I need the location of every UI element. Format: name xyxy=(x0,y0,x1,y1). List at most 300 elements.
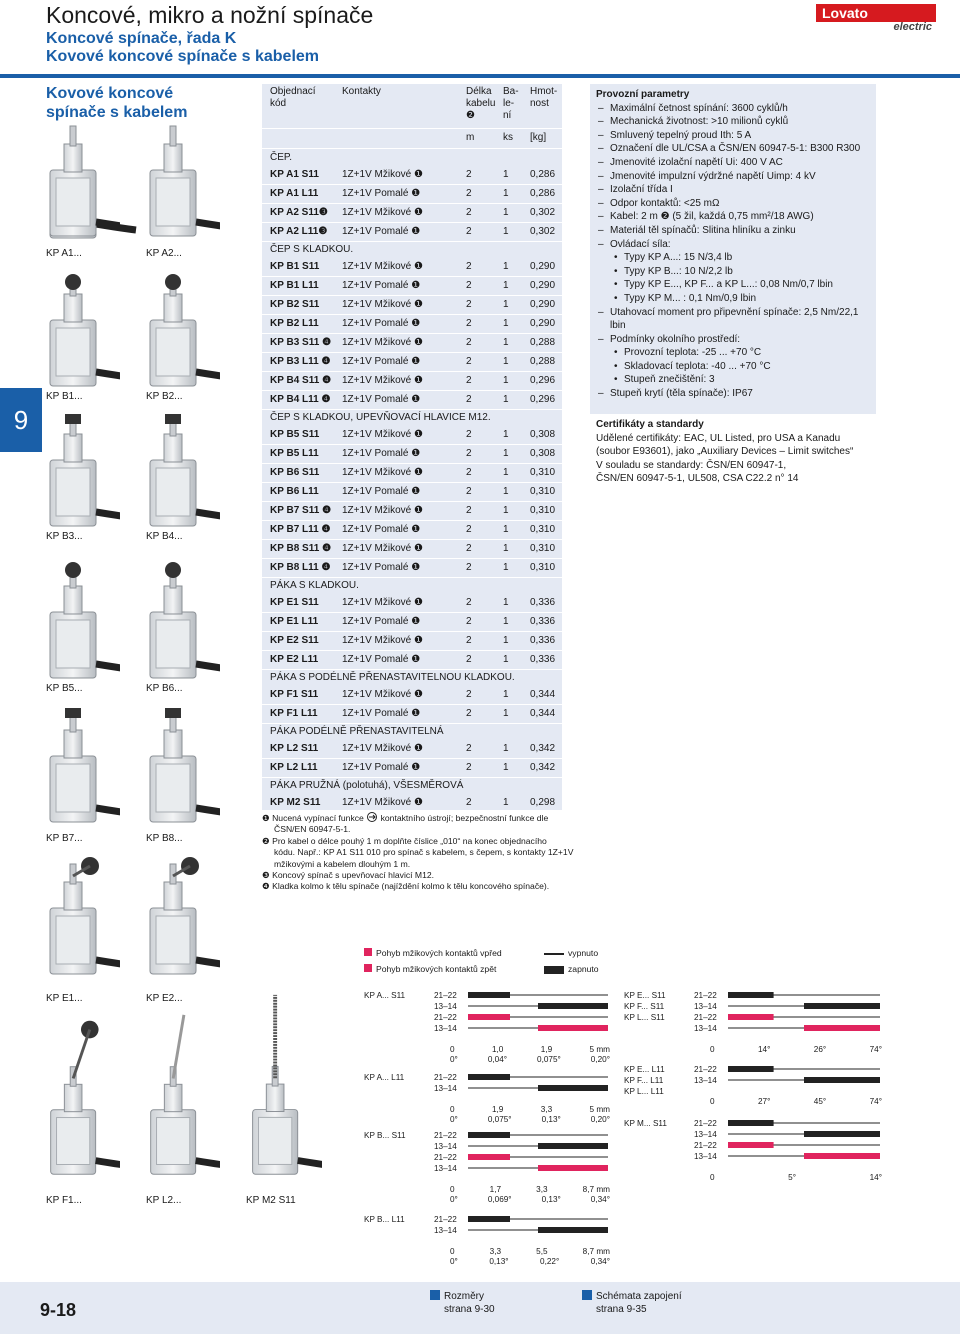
contact-state-bar xyxy=(538,1165,608,1171)
stroke-value: 5 mm xyxy=(589,1105,610,1114)
product-image-a1 xyxy=(40,118,120,248)
cell-contact: 1Z+1V Pomalé ❶ xyxy=(342,616,421,627)
product-label: KP B6... xyxy=(146,683,183,694)
contact-state-bar xyxy=(728,992,774,998)
diagram-label: KP F... L11 xyxy=(624,1076,664,1085)
cell-pack: 1 xyxy=(503,654,509,665)
cell-code: KP A1 S11 xyxy=(270,169,319,180)
cell-pack: 1 xyxy=(503,708,509,719)
product-image-b7 xyxy=(40,704,120,834)
cell-wt: 0,310 xyxy=(530,543,556,554)
cell-contact: 1Z+1V Mžikové ❶ xyxy=(342,797,423,808)
table-section-heading: PÁKA PRUŽNÁ (polotuhá), VŠESMĚROVÁ xyxy=(270,780,464,791)
cell-wt: 0,288 xyxy=(530,337,556,348)
cell-code: KP E2 L11 xyxy=(270,654,319,665)
col-header-length: Délka kabelu ❷ xyxy=(466,86,496,121)
cell-len: 2 xyxy=(466,505,472,516)
contact-terminal: 13–14 xyxy=(694,1024,717,1033)
ref-wiring[interactable]: Schémata zapojení strana 9-35 xyxy=(582,1290,682,1316)
contact-terminal: 13–14 xyxy=(694,1002,717,1011)
stroke-angle: 0,34° xyxy=(590,1195,610,1204)
stroke-value: 0 xyxy=(710,1097,715,1106)
cell-len: 2 xyxy=(466,467,472,478)
table-row xyxy=(262,223,562,241)
stroke-angle: 0° xyxy=(450,1257,458,1266)
contact-bars xyxy=(468,1130,608,1174)
stroke-angle: 0,13° xyxy=(541,1115,561,1124)
contact-terminal: 13–14 xyxy=(694,1152,717,1161)
cell-contact: 1Z+1V Pomalé ❶ xyxy=(342,448,421,459)
cell-code: KP B5 S11 xyxy=(270,429,320,440)
table-row xyxy=(262,483,562,501)
product-label: KP B1... xyxy=(46,391,83,402)
product-image-b1 xyxy=(40,268,120,398)
cell-wt: 0,342 xyxy=(530,762,556,773)
cell-contact: 1Z+1V Mžikové ❶ xyxy=(342,261,423,272)
cell-code: KP A2 S11❸ xyxy=(270,207,328,218)
operating-parameters: Provozní parametry – Maximální četnost spínání: 3600 cyklů/h – Mechanická životnost: >10 milionů cyklů – Smluvený tepelný proud Ith: 5 A – Označení dle UL/CSA a ČSN/EN 60947-5-1: B300 R300 – Jmenovité izolační napětí Ui: 400 V AC – Jmenovité impulzní výdržné napětí Uimp: 4 kV – Izolační třída I – Odpor kontaktů: <25 mΩ – Kabel: 2 m ❷ (5 žil, každá 0,75 mm²/18 AWG) – Materiál těl spínačů: Slitina hliníku a zinku – Ovládací síla: • Typy KP A...: 15 N/3,4 lb • Typy KP B...: 10 N/2,2 lb • Typy KP E..., KP F... a KP L...: 0,08 Nm/0,7 lbin • Typy KP M... : 0,1 Nm/0,9 lbin – Utahovací moment pro připevnění spínače: 2,5 Nm/22,1 lbin – Podmínky okolního prostředí: • Provozní teplota: -25 ... +70 °C • Skladovací teplota: -40 ... +70 °C • Stupeň znečištění: 3 – Stupeň krytí (těla spínače): IP67 xyxy=(590,84,876,414)
cell-code: KP B1 L11 xyxy=(270,280,319,291)
product-image-b2 xyxy=(140,268,220,398)
cell-code: KP B3 S11 ❹ xyxy=(270,337,332,348)
cell-code: KP M2 S11 xyxy=(270,797,321,808)
table-row xyxy=(262,502,562,520)
contact-state-bar xyxy=(728,1066,774,1072)
cell-pack: 1 xyxy=(503,467,509,478)
col-header-pack: Ba- le- ní xyxy=(503,86,519,121)
contact-state-bar xyxy=(468,992,510,998)
cell-contact: 1Z+1V Pomalé ❶ xyxy=(342,562,421,573)
table-row xyxy=(262,426,562,444)
cell-pack: 1 xyxy=(503,429,509,440)
cell-wt: 0,336 xyxy=(530,597,556,608)
stroke-value: 27° xyxy=(757,1097,771,1106)
cell-contact: 1Z+1V Mžikové ❶ xyxy=(342,635,423,646)
cert-title: Certifikáty a standardy xyxy=(596,419,704,430)
table-row xyxy=(262,651,562,669)
contact-state-bar xyxy=(468,1154,510,1160)
contact-terminal: 21–22 xyxy=(434,1131,457,1140)
cell-contact: 1Z+1V Pomalé ❶ xyxy=(342,486,421,497)
product-image-b6 xyxy=(140,560,220,690)
product-image-b3 xyxy=(40,408,120,538)
cell-wt: 0,336 xyxy=(530,635,556,646)
cell-contact: 1Z+1V Mžikové ❶ xyxy=(342,299,423,310)
cell-len: 2 xyxy=(466,597,472,608)
cell-wt: 0,290 xyxy=(530,261,556,272)
cell-len: 2 xyxy=(466,188,472,199)
cell-code: KP B5 L11 xyxy=(270,448,319,459)
chapter-tab: 9 xyxy=(0,388,42,452)
table-section-heading: PÁKA S KLADKOU. xyxy=(270,580,359,591)
contact-terminal: 13–14 xyxy=(694,1076,717,1085)
table-section-heading: PÁKA S PODÉLNĚ PŘENASTAVITELNOU KLADKOU. xyxy=(270,672,515,683)
unit-weight: [kg] xyxy=(530,132,547,143)
cell-contact: 1Z+1V Pomalé ❶ xyxy=(342,280,421,291)
footnote-1: ❶ Nucená vypínací funkce xyxy=(262,813,364,823)
cell-pack: 1 xyxy=(503,337,509,348)
cell-pack: 1 xyxy=(503,226,509,237)
stroke-value: 3,3 xyxy=(536,1185,548,1194)
cell-code: KP B2 S11 xyxy=(270,299,320,310)
cell-code: KP E1 L11 xyxy=(270,616,319,627)
cell-len: 2 xyxy=(466,635,472,646)
stroke-value: 8,7 mm xyxy=(582,1185,610,1194)
product-label: KP F1... xyxy=(46,1195,82,1206)
table-row xyxy=(262,445,562,463)
forced-opening-icon xyxy=(366,812,378,822)
legend-state: vypnuto zapnuto xyxy=(544,948,599,980)
cell-code: KP B8 L11 ❹ xyxy=(270,562,331,573)
stroke-value: 0 xyxy=(710,1045,715,1054)
cell-wt: 0,344 xyxy=(530,689,556,700)
stroke-value: 74° xyxy=(869,1045,882,1054)
cell-len: 2 xyxy=(466,654,472,665)
contact-terminal: 13–14 xyxy=(434,1024,457,1033)
cell-code: KP B4 S11 ❹ xyxy=(270,375,332,386)
section-title-line2: spínače s kabelem xyxy=(46,104,188,121)
stroke-angle: 0,13° xyxy=(541,1195,561,1204)
footnote-3: ❸ Koncový spínač s upevňovací hlavicí M12. xyxy=(262,870,435,881)
diagram-label: KP E... S11 xyxy=(624,991,666,1000)
cell-pack: 1 xyxy=(503,616,509,627)
stroke-angle: 0,20° xyxy=(590,1115,610,1124)
cell-code: KP F1 S11 xyxy=(270,689,319,700)
cell-code: KP L2 L11 xyxy=(270,762,318,773)
cell-wt: 0,296 xyxy=(530,394,556,405)
contact-state-bar xyxy=(728,1142,774,1148)
cell-wt: 0,290 xyxy=(530,280,556,291)
cell-contact: 1Z+1V Mžikové ❶ xyxy=(342,429,423,440)
diagram-label: KP L... L11 xyxy=(624,1087,664,1096)
cell-pack: 1 xyxy=(503,505,509,516)
contact-state-bar xyxy=(728,1120,774,1126)
cell-contact: 1Z+1V Pomalé ❶ xyxy=(342,188,421,199)
ref-wiring-icon xyxy=(582,1290,592,1300)
cell-len: 2 xyxy=(466,261,472,272)
contact-state-bar xyxy=(804,1025,880,1031)
cell-wt: 0,336 xyxy=(530,616,556,627)
contact-state-bar xyxy=(468,1074,510,1080)
table-row xyxy=(262,632,562,650)
ref-dimensions-icon xyxy=(430,1290,440,1300)
contact-terminal: 21–22 xyxy=(694,1141,717,1150)
cell-wt: 0,302 xyxy=(530,207,556,218)
table-row xyxy=(262,353,562,371)
table-row xyxy=(262,521,562,539)
product-image-l2 xyxy=(140,1010,220,1186)
product-label: KP L2... xyxy=(146,1195,182,1206)
diagram-label: KP E... L11 xyxy=(624,1065,665,1074)
cell-len: 2 xyxy=(466,616,472,627)
product-image-e2 xyxy=(140,856,220,986)
table-row xyxy=(262,559,562,577)
table-section-heading: ČEP S KLADKOU, UPEVŇOVACÍ HLAVICE M12. xyxy=(270,412,491,423)
legend: Pohyb mžikových kontaktů vpřed Pohyb mžikových kontaktů zpět xyxy=(364,948,502,980)
cell-code: KP B6 S11 xyxy=(270,467,320,478)
contact-state-bar xyxy=(804,1077,880,1083)
contact-state-bar xyxy=(468,1014,510,1020)
table-row xyxy=(262,315,562,333)
cell-len: 2 xyxy=(466,524,472,535)
product-label: KP E1... xyxy=(46,993,83,1004)
col-header-code: Objednací kód xyxy=(270,86,316,109)
product-label: KP A1... xyxy=(46,248,82,259)
cell-contact: 1Z+1V Mžikové ❶ xyxy=(342,689,423,700)
cell-pack: 1 xyxy=(503,762,509,773)
cell-wt: 0,302 xyxy=(530,226,556,237)
cell-len: 2 xyxy=(466,708,472,719)
product-image-b8 xyxy=(140,704,220,834)
diagram-label: KP B... L11 xyxy=(364,1215,405,1224)
cell-contact: 1Z+1V Pomalé ❶ xyxy=(342,654,421,665)
table-row xyxy=(262,594,562,612)
contact-terminal: 13–14 xyxy=(434,1226,457,1235)
cell-code: KP E2 S11 xyxy=(270,635,319,646)
cell-code: KP L2 S11 xyxy=(270,743,319,754)
footnotes: ❶ Nucená vypínací funkce kontaktního ústrojí; bezpečnostní funkce dle ČSN/EN 60947-5-1. ❷ Pro kabel o délce pouhý 1 m doplňte číslice „010“ na konec objednacího kódu. Např.: KP A1 S11 010 pro spínač s kabelem, s čepem, s kontakty 1Z+1V mžikovými a kabelem dlouhým 1 m. ❸ Koncový spínač s upevňovací hlavicí M12. ❹ Kladka kolmo k tělu spínače (najíždění kolmo k tělu koncového spínače). xyxy=(262,812,582,893)
cell-code: KP B6 L11 xyxy=(270,486,319,497)
stroke-value: 5° xyxy=(788,1173,796,1182)
cell-pack: 1 xyxy=(503,318,509,329)
stroke-value: 3,3 xyxy=(540,1105,553,1114)
stroke-value: 1,9 xyxy=(491,1105,504,1114)
contact-bars xyxy=(728,990,880,1034)
cell-pack: 1 xyxy=(503,169,509,180)
product-label: KP B5... xyxy=(46,683,83,694)
contact-terminal: 21–22 xyxy=(694,991,717,1000)
cell-pack: 1 xyxy=(503,486,509,497)
cell-len: 2 xyxy=(466,797,472,808)
table-row xyxy=(262,740,562,758)
contact-state-bar xyxy=(468,1216,510,1222)
cell-wt: 0,296 xyxy=(530,375,556,386)
page-subtitle-2: Kovové koncové spínače s kabelem xyxy=(46,48,320,65)
stroke-angle: 0° xyxy=(450,1115,458,1124)
legend-swatch-back xyxy=(364,964,372,972)
cell-contact: 1Z+1V Pomalé ❶ xyxy=(342,394,421,405)
stroke-angle: 0° xyxy=(450,1195,458,1204)
page-title: Koncové, mikro a nožní spínače xyxy=(46,2,374,28)
stroke-value: 5 mm xyxy=(589,1045,610,1054)
cell-contact: 1Z+1V Mžikové ❶ xyxy=(342,505,423,516)
cell-len: 2 xyxy=(466,543,472,554)
contact-bars xyxy=(468,990,608,1034)
cell-wt: 0,310 xyxy=(530,486,556,497)
cell-pack: 1 xyxy=(503,597,509,608)
contact-state-bar xyxy=(804,1153,880,1159)
product-image-m2 xyxy=(242,990,322,1186)
cell-contact: 1Z+1V Mžikové ❶ xyxy=(342,169,423,180)
cell-pack: 1 xyxy=(503,689,509,700)
table-row xyxy=(262,258,562,276)
contact-terminal: 13–14 xyxy=(434,1002,457,1011)
cell-len: 2 xyxy=(466,226,472,237)
stroke-angle: 0,04° xyxy=(487,1055,508,1064)
cell-len: 2 xyxy=(466,486,472,497)
cell-code: KP B4 L11 ❹ xyxy=(270,394,331,405)
cell-code: KP A1 L11 xyxy=(270,188,319,199)
cell-len: 2 xyxy=(466,299,472,310)
contact-terminal: 21–22 xyxy=(434,1013,457,1022)
stroke-value: 14° xyxy=(757,1045,771,1054)
unit-pack: ks xyxy=(503,132,513,143)
stroke-value: 1,9 xyxy=(540,1045,553,1054)
diagram-label: KP F... S11 xyxy=(624,1002,665,1011)
cell-wt: 0,298 xyxy=(530,797,556,808)
cell-contact: 1Z+1V Mžikové ❶ xyxy=(342,207,423,218)
section-title-line1: Kovové koncové xyxy=(46,85,174,102)
diagram-label: KP B... S11 xyxy=(364,1131,406,1140)
params-title: Provozní parametry xyxy=(596,89,690,100)
contact-state-bar xyxy=(538,1085,608,1091)
cell-code: KP B3 L11 ❹ xyxy=(270,356,331,367)
table-row xyxy=(262,391,562,409)
cell-wt: 0,290 xyxy=(530,299,556,310)
cell-wt: 0,336 xyxy=(530,654,556,665)
product-image-b4 xyxy=(140,408,220,538)
product-image-a2 xyxy=(140,118,220,248)
product-label: KP B3... xyxy=(46,531,83,542)
cell-code: KP B1 S11 xyxy=(270,261,320,272)
product-label: KP M2 S11 xyxy=(246,1195,296,1206)
table-row xyxy=(262,464,562,482)
cell-wt: 0,288 xyxy=(530,356,556,367)
cell-contact: 1Z+1V Pomalé ❶ xyxy=(342,356,421,367)
stroke-value: 45° xyxy=(813,1097,827,1106)
col-header-contacts: Kontakty xyxy=(342,86,381,97)
cell-len: 2 xyxy=(466,689,472,700)
table-row xyxy=(262,613,562,631)
stroke-angle: 0,075° xyxy=(537,1055,561,1064)
diagram-label: KP L... S11 xyxy=(624,1013,665,1022)
product-label: KP B4... xyxy=(146,531,183,542)
cell-len: 2 xyxy=(466,356,472,367)
cell-pack: 1 xyxy=(503,356,509,367)
footnote-2: ❷ Pro kabel o délce pouhý 1 m doplňte číslice „010“ na konec objednacího xyxy=(262,835,547,846)
contact-bars xyxy=(728,1118,880,1162)
cell-contact: 1Z+1V Mžikové ❶ xyxy=(342,375,423,386)
contact-state-bar xyxy=(538,1227,608,1233)
stroke-value: 8,7 mm xyxy=(582,1247,610,1256)
cell-pack: 1 xyxy=(503,797,509,808)
cell-code: KP B2 L11 xyxy=(270,318,319,329)
cell-pack: 1 xyxy=(503,743,509,754)
table-row xyxy=(262,372,562,390)
cell-len: 2 xyxy=(466,762,472,773)
table-row xyxy=(262,759,562,777)
stroke-value: 5,5 xyxy=(536,1247,548,1256)
cell-wt: 0,344 xyxy=(530,708,556,719)
stroke-value: 0 xyxy=(450,1247,455,1256)
cell-len: 2 xyxy=(466,562,472,573)
diagram-label: KP A... S11 xyxy=(364,991,406,1000)
cell-wt: 0,342 xyxy=(530,743,556,754)
product-image-b5 xyxy=(40,560,120,690)
stroke-angle: 0,34° xyxy=(590,1257,610,1266)
table-row xyxy=(262,686,562,704)
table-row xyxy=(262,794,562,812)
contact-terminal: 21–22 xyxy=(434,1073,457,1082)
header-divider xyxy=(0,74,960,78)
contact-terminal: 13–14 xyxy=(434,1084,457,1093)
table-row xyxy=(262,166,562,184)
cell-code: KP B7 L11 ❹ xyxy=(270,524,331,535)
contact-state-bar xyxy=(538,1003,608,1009)
diagram-label: KP A... L11 xyxy=(364,1073,405,1082)
product-image-f1 xyxy=(40,1010,120,1186)
logo-wordmark: Lovato xyxy=(816,4,936,22)
product-label: KP B2... xyxy=(146,391,183,402)
contact-state-bar xyxy=(538,1143,608,1149)
cell-contact: 1Z+1V Mžikové ❶ xyxy=(342,337,423,348)
cell-pack: 1 xyxy=(503,375,509,386)
stroke-value: 3,3 xyxy=(489,1247,502,1256)
logo-tagline: electric xyxy=(893,21,932,33)
cell-wt: 0,308 xyxy=(530,448,556,459)
stroke-angle: 0,069° xyxy=(487,1195,512,1204)
contact-state-bar xyxy=(468,1132,510,1138)
contact-bars xyxy=(468,1072,608,1094)
cell-wt: 0,310 xyxy=(530,562,556,573)
page-number: 9-18 xyxy=(40,1300,77,1320)
table-row xyxy=(262,277,562,295)
product-label: KP B8... xyxy=(146,833,183,844)
cell-contact: 1Z+1V Mžikové ❶ xyxy=(342,467,423,478)
cell-contact: 1Z+1V Mžikové ❶ xyxy=(342,543,423,554)
cell-contact: 1Z+1V Pomalé ❶ xyxy=(342,318,421,329)
table-row xyxy=(262,185,562,203)
ordering-table xyxy=(262,84,562,810)
contact-terminal: 21–22 xyxy=(694,1013,717,1022)
unit-length: m xyxy=(466,132,475,143)
cell-contact: 1Z+1V Mžikové ❶ xyxy=(342,743,423,754)
cell-code: KP E1 S11 xyxy=(270,597,319,608)
cell-len: 2 xyxy=(466,337,472,348)
stroke-angle: 0,13° xyxy=(489,1257,509,1266)
cell-code: KP B8 S11 ❹ xyxy=(270,543,332,554)
cell-code: KP F1 L11 xyxy=(270,708,318,719)
cell-contact: 1Z+1V Mžikové ❶ xyxy=(342,597,423,608)
cell-pack: 1 xyxy=(503,524,509,535)
ref-dimensions[interactable]: Rozměry strana 9-30 xyxy=(430,1290,495,1316)
contact-terminal: 21–22 xyxy=(434,991,457,1000)
contact-state-bar xyxy=(804,1003,880,1009)
cell-len: 2 xyxy=(466,207,472,218)
stroke-value: 74° xyxy=(869,1097,882,1106)
cell-wt: 0,310 xyxy=(530,467,556,478)
stroke-value: 0 xyxy=(450,1185,455,1194)
cell-pack: 1 xyxy=(503,635,509,646)
cell-wt: 0,310 xyxy=(530,505,556,516)
stroke-value: 1,7 xyxy=(489,1185,502,1194)
stroke-value: 1,0 xyxy=(491,1045,504,1054)
cell-pack: 1 xyxy=(503,207,509,218)
table-row xyxy=(262,540,562,558)
table-row xyxy=(262,705,562,723)
cell-pack: 1 xyxy=(503,261,509,272)
certifications: Certifikáty a standardy Udělené certifikáty: EAC, UL Listed, pro USA a Kanadu (soubor E93601), jako „Auxiliary Devices – Limit switches“ V souladu se standardy: ČSN/EN 60947-1, ČSN/EN 60947-5-1, UL508, CSA C22.2 n° 14 xyxy=(590,418,876,486)
stroke-angle: 0,22° xyxy=(540,1257,560,1266)
table-row xyxy=(262,296,562,314)
contact-terminal: 21–22 xyxy=(694,1119,717,1128)
page-subtitle: Koncové spínače, řada K xyxy=(46,30,237,47)
stroke-angle: 0° xyxy=(450,1055,458,1064)
product-image-e1 xyxy=(40,856,120,986)
stroke-value: 0 xyxy=(710,1173,715,1182)
stroke-value: 14° xyxy=(869,1173,882,1182)
table-row xyxy=(262,334,562,352)
